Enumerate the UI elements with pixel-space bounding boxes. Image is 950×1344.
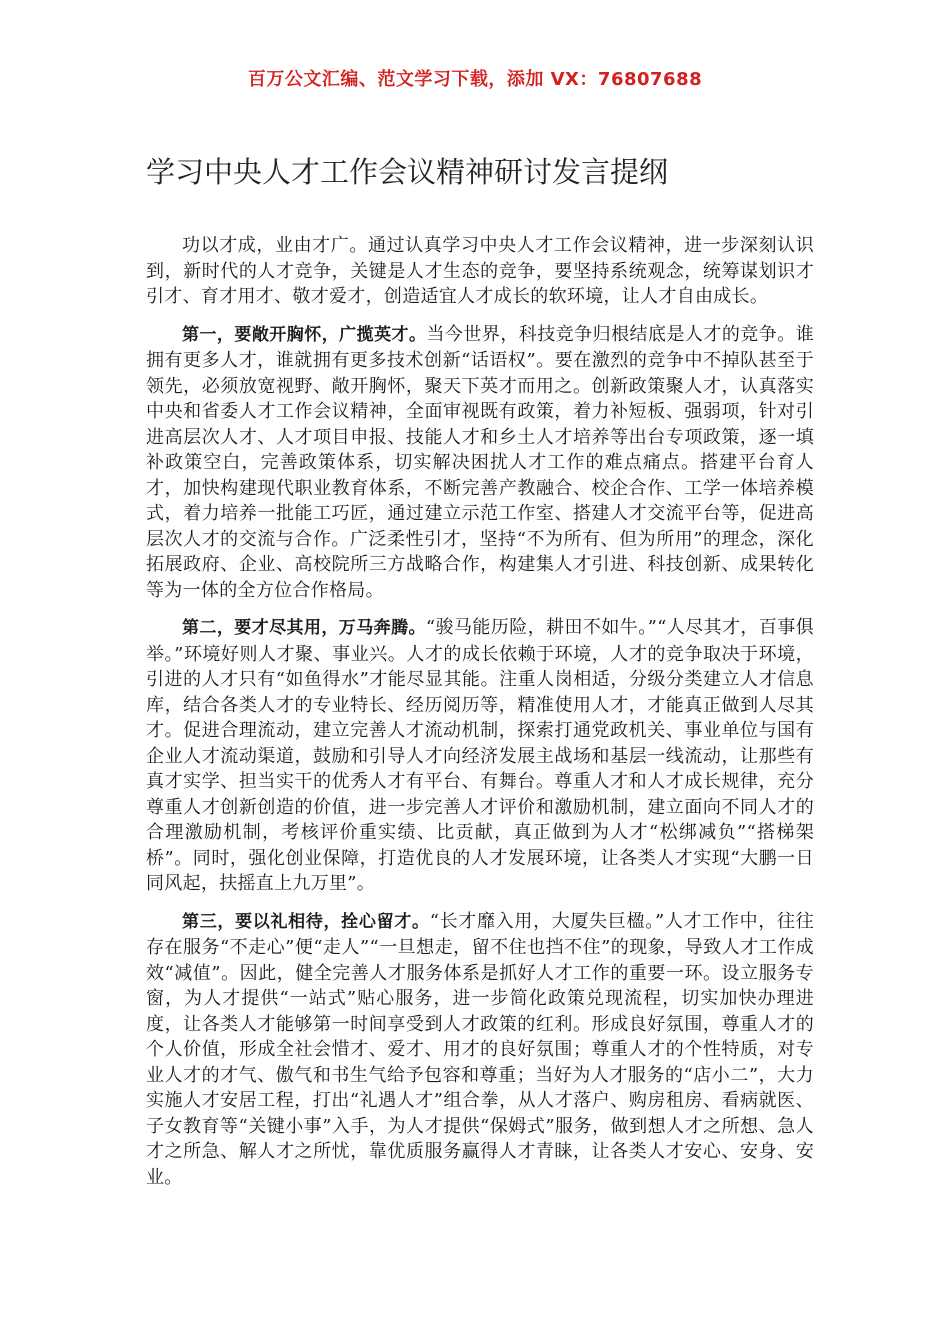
section-heading-3: 第三，要以礼相待，拴心留才。 <box>182 911 430 932</box>
document-title: 学习中央人才工作会议精神研讨发言提纲 <box>146 155 669 189</box>
section-body-1: 当今世界，科技竞争归根结底是人才的竞争。谁拥有更多人才，谁就拥有更多技术创新“话语权”。要在激烈的竞争中不掉队甚至于领先，必须放宽视野、敞开胸怀，聚天下英才而用之。创新政策聚人才，认真落实中央和省委人才工作会议精神，全面审视既有政策，着力补短板、强弱项，针对引进高层次人才、人才项目申报、技能人才和乡土人才培养等出台专项政策，逐一填补政策空白，完善政策体系，切实解决困扰人才工作的难点痛点。搭建平台育人才，加快构建现代职业教育体系，不断完善产教融合、校企合作、工学一体培养模式，着力培养一批能工巧匠，通过建立示范工作室、搭建人才交流平台等，促进高层次人才的交流与合作。广泛柔性引才，坚持“不为所有、但为所用”的理念，深化拓展政府、企业、高校院所三方战略合作，构建集人才引进、科技创新、成果转化等为一体的全方位合作格局。 <box>146 323 814 601</box>
section-body-2: “骏马能历险，耕田不如牛。”“人尽其才，百事俱举。”环境好则人才聚、事业兴。人才的成长依赖于环境，人才的竞争取决于环境，引进的人才只有“如鱼得水”才能尽显其能。注重人岗相适，分级分类建立人才信息库，结合各类人才的专业特长、经历阅历等，精准使用人才，才能真正做到人尽其才。促进合理流动，建立完善人才流动机制，探索打通党政机关、事业单位与国有企业人才流动渠道，鼓励和引导人才向经济发展主战场和基层一线流动，让那些有真才实学、担当实干的优秀人才有平台、有舞台。尊重人才和人才成长规律，充分尊重人才创新创造的价值，进一步完善人才评价和激励机制，建立面向不同人才的合理激励机制，考核评价重实绩、比贡献，真正做到为人才“松绑减负”“搭梯架桥”。同时，强化创业保障，打造优良的人才发展环境，让各类人才实现“大鹏一日同风起，扶摇直上九万里”。 <box>146 617 814 894</box>
header-note: 百万公文汇编、范文学习下载，添加 VX：76807688 <box>247 69 703 90</box>
section-paragraph-2 <box>146 615 814 897</box>
section-heading-1: 第一，要敞开胸怀，广揽英才。 <box>182 324 427 345</box>
intro-paragraph: 功以才成，业由才广。通过认真学习中央人才工作会议精神，进一步深刻认识到，新时代的人才竞争，关键是人才生态的竞争，要坚持系统观念，统筹谋划识才引才、育才用才、敬才爱才，创造适宜人才成长的软环境，让人才自由成长。 <box>146 235 814 307</box>
document-body <box>146 233 814 1202</box>
section-heading-2: 第二，要才尽其用，万马奔腾。 <box>182 618 426 638</box>
section-paragraph-3 <box>146 909 814 1191</box>
section-body-3: “长才靡入用，大厦失巨楹。”人才工作中，往往存在服务“不走心”便“走人”“一旦想走，留不住也挡不住”的现象，导致人才工作成效“减值”。因此，健全完善人才服务体系是抓好人才工作的重要一环。设立服务专窗，为人才提供“一站式”贴心服务，进一步简化政策兑现流程，切实加快办理进度，让各类人才能够第一时间享受到人才政策的红利。形成良好氛围，尊重人才的个人价值，形成全社会惜才、爱才、用才的良好氛围；尊重人才的个性特质，对专业人才的才气、傲气和书生气给予包容和尊重；当好为人才服务的“店小二”，大力实施人才安居工程，打出“礼遇人才”组合拳，从人才落户、购房租房、看病就医、子女教育等“关键小事”入手，为人才提供“保姆式”服务，做到想人才之所想、急人才之所急、解人才之所忧，靠优质服务赢得人才青睐，让各类人才安心、安身、安业。 <box>146 910 814 1188</box>
section-paragraph-1 <box>146 322 814 604</box>
